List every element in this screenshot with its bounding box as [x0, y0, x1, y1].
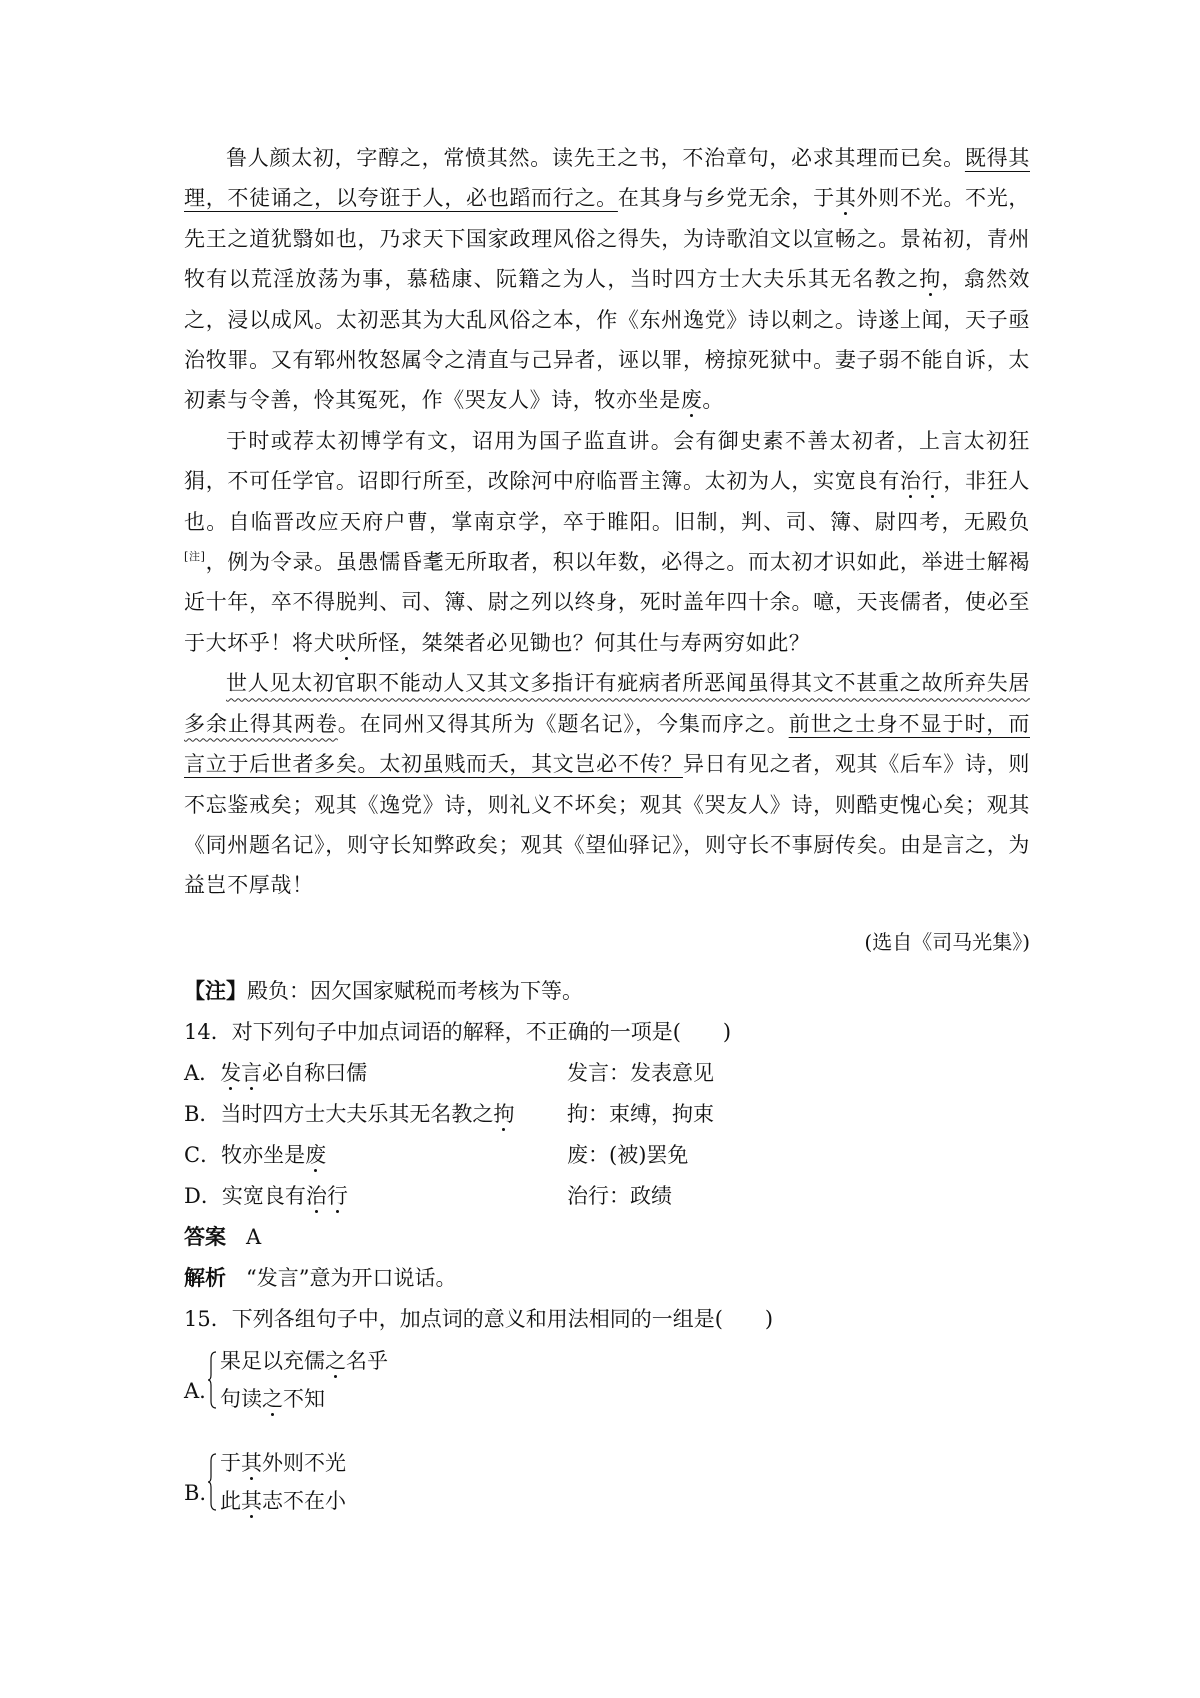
option-letter: A． [184, 1061, 221, 1085]
option-letter: B． [184, 1102, 221, 1126]
left-brace-icon [208, 1351, 217, 1409]
dotted-word: 治 [899, 469, 922, 494]
dotted-word: 行 [326, 1184, 348, 1208]
answer [184, 1221, 261, 1251]
dotted-word: 废 [680, 388, 703, 413]
question-14-stem: 14．对下列句子中加点词语的解释，不正确的一项是( ) [184, 1020, 732, 1044]
underlined-sentence: 前世之士身不显于时，而言立于后世者多矣。太初虽贱而夭，其文岂必不传？ [184, 711, 1030, 777]
q14-option-a-gloss: 发言：发表意见 [567, 1061, 714, 1085]
dotted-word: 之 [262, 1387, 283, 1411]
classical-passage [184, 138, 1030, 906]
q15-b-line-1 [220, 1447, 346, 1477]
passage-text: 异日有见之者，观其《后车》诗，则不忘鉴戒矣；观其《逸党》诗，则礼义不坏矣；观其《哭友人》诗，则酷吏愧心矣；观其《同州题名记》，则守长知弊政矣；观其《望仙驿记》，则守长不事厨传矣。由是言之，为益岂不厚哉！ [184, 752, 1030, 898]
option-text: 志不在小 [262, 1489, 346, 1513]
option-letter: C． [184, 1143, 222, 1167]
analysis-label: 解析 [184, 1265, 226, 1290]
dotted-word: 拘 [919, 267, 942, 292]
q15-b-line-2 [220, 1485, 346, 1515]
dotted-word: 之 [325, 1349, 346, 1373]
footnote-label: 【注】 [184, 978, 247, 1003]
dotted-word: 其 [241, 1451, 262, 1475]
q14-option-b-gloss: 拘：束缚，拘束 [567, 1102, 714, 1126]
analysis-text: “发言”意为开口说话。 [246, 1266, 457, 1290]
option-text: 此 [220, 1489, 241, 1513]
option-text: 牧亦坐是 [221, 1143, 306, 1167]
passage-text: 在其身与乡党无余，于 [617, 186, 835, 211]
passage-text: 。在同州又得其所为《题名记》，今集而序之。 [337, 711, 789, 736]
wavy-underlined-sentence: 世人见太初官职不能动人又其文多指讦有疵病者所恶闻虽得其文不甚重之故所弃失居多余止得其两卷 [184, 671, 1030, 736]
dotted-word: 治 [305, 1184, 327, 1208]
answer-label: 答案 [184, 1224, 226, 1249]
dotted-word: 言 [241, 1061, 263, 1085]
answer-value: A [246, 1225, 262, 1249]
option-text: 不知 [283, 1387, 325, 1411]
footnote [184, 975, 583, 1005]
passage-paragraph-3 [184, 663, 1030, 905]
dotted-word: 发 [220, 1061, 242, 1085]
q15-a-line-1 [220, 1345, 388, 1375]
footnote-marker: [注] [184, 550, 206, 564]
option-letter: B. [184, 1481, 207, 1505]
option-text: 实宽良有 [221, 1184, 306, 1208]
passage-text: 于时或荐太初博学有文，诏用为国子监直讲。会有御史素不善太初者，上言太初狂狷，不可任学官。诏即行所至，改除河中府临晋主簿。太初为人，实宽良有 [184, 428, 1030, 494]
option-text: 必自称曰儒 [262, 1061, 368, 1085]
q14-option-c [184, 1139, 326, 1169]
left-brace-icon [208, 1453, 217, 1511]
option-letter: A. [184, 1379, 206, 1403]
q14-option-b [184, 1098, 514, 1128]
q14-option-c-gloss: 废：(被)罢免 [567, 1143, 689, 1167]
footnote-text: 殿负：因欠国家赋税而考核为下等。 [247, 979, 583, 1003]
dotted-word: 废 [305, 1143, 327, 1167]
q14-option-a [184, 1057, 367, 1087]
dotted-word: 其 [241, 1489, 262, 1513]
passage-text: ，非狂人也。自临晋改应天府户曹，掌南京学，卒于睢阳。旧制，判、司、簿、尉四考，无殿负 [184, 469, 1030, 534]
passage-text: 外则不光。不光，先王之道犹翳如也，乃求天下国家政理风俗之得失，为诗歌洎文以宣畅之。景祐初，青州牧有以荒淫放荡为事，慕嵇康、阮籍之为人，当时四方士大夫乐其无名教之 [184, 186, 1031, 292]
source-citation: (选自《司马光集》) [864, 930, 1030, 954]
passage-text: ，翕然效之，浸以成风。太初恶其为大乱风俗之本，作《东州逸党》诗以刺之。诗遂上闻，天子亟治牧罪。又有郓州牧怒属令之清直与己异者，诬以罪，榜掠死狱中。妻子弱不能自诉，太初素与令善，怜其冤死，作《哭友人》诗，牧亦坐是 [184, 267, 1030, 413]
option-text: 于 [220, 1451, 241, 1475]
option-text: 外则不光 [262, 1451, 346, 1475]
option-letter: D． [184, 1184, 222, 1208]
dotted-word: 行 [921, 469, 944, 494]
passage-paragraph-1 [184, 138, 1030, 421]
q15-a-line-2 [220, 1383, 325, 1413]
passage-text: 。 [702, 388, 725, 413]
dotted-word: 吠 [335, 630, 357, 655]
analysis [184, 1262, 457, 1292]
question-15-stem: 15．下列各组句子中，加点词的意义和用法相同的一组是( ) [184, 1307, 774, 1331]
passage-text: 所怪，桀桀者必见锄也？何其仕与寿两穷如此？ [356, 630, 811, 655]
option-text: 果足以充儒 [220, 1349, 325, 1373]
dotted-word: 其 [834, 186, 857, 211]
underlined-sentence: 既得其理，不徒诵之，以夸诳于人，必也蹈而行之。 [184, 146, 1030, 211]
option-text: 当时四方士大夫乐其无名教之 [220, 1102, 494, 1126]
passage-paragraph-2 [184, 421, 1030, 663]
passage-text: 鲁人颜太初，字醇之，常愤其然。读先王之书，不治章句，必求其理而已矣。 [226, 146, 965, 170]
q14-option-d-gloss: 治行：政绩 [567, 1184, 672, 1208]
option-text: 句读 [220, 1387, 262, 1411]
option-text: 名乎 [346, 1349, 388, 1373]
passage-text: ，例为令录。虽愚懦昏耄无所取者，积以年数，必得之。而太初才识如此，举进士解褐近十年，卒不得脱判、司、簿、尉之列以终身，死时盖年四十余。噫，天丧儒者，使必至于大坏乎！将犬 [184, 550, 1030, 655]
dotted-word: 拘 [493, 1102, 515, 1126]
q14-option-d [184, 1180, 348, 1210]
